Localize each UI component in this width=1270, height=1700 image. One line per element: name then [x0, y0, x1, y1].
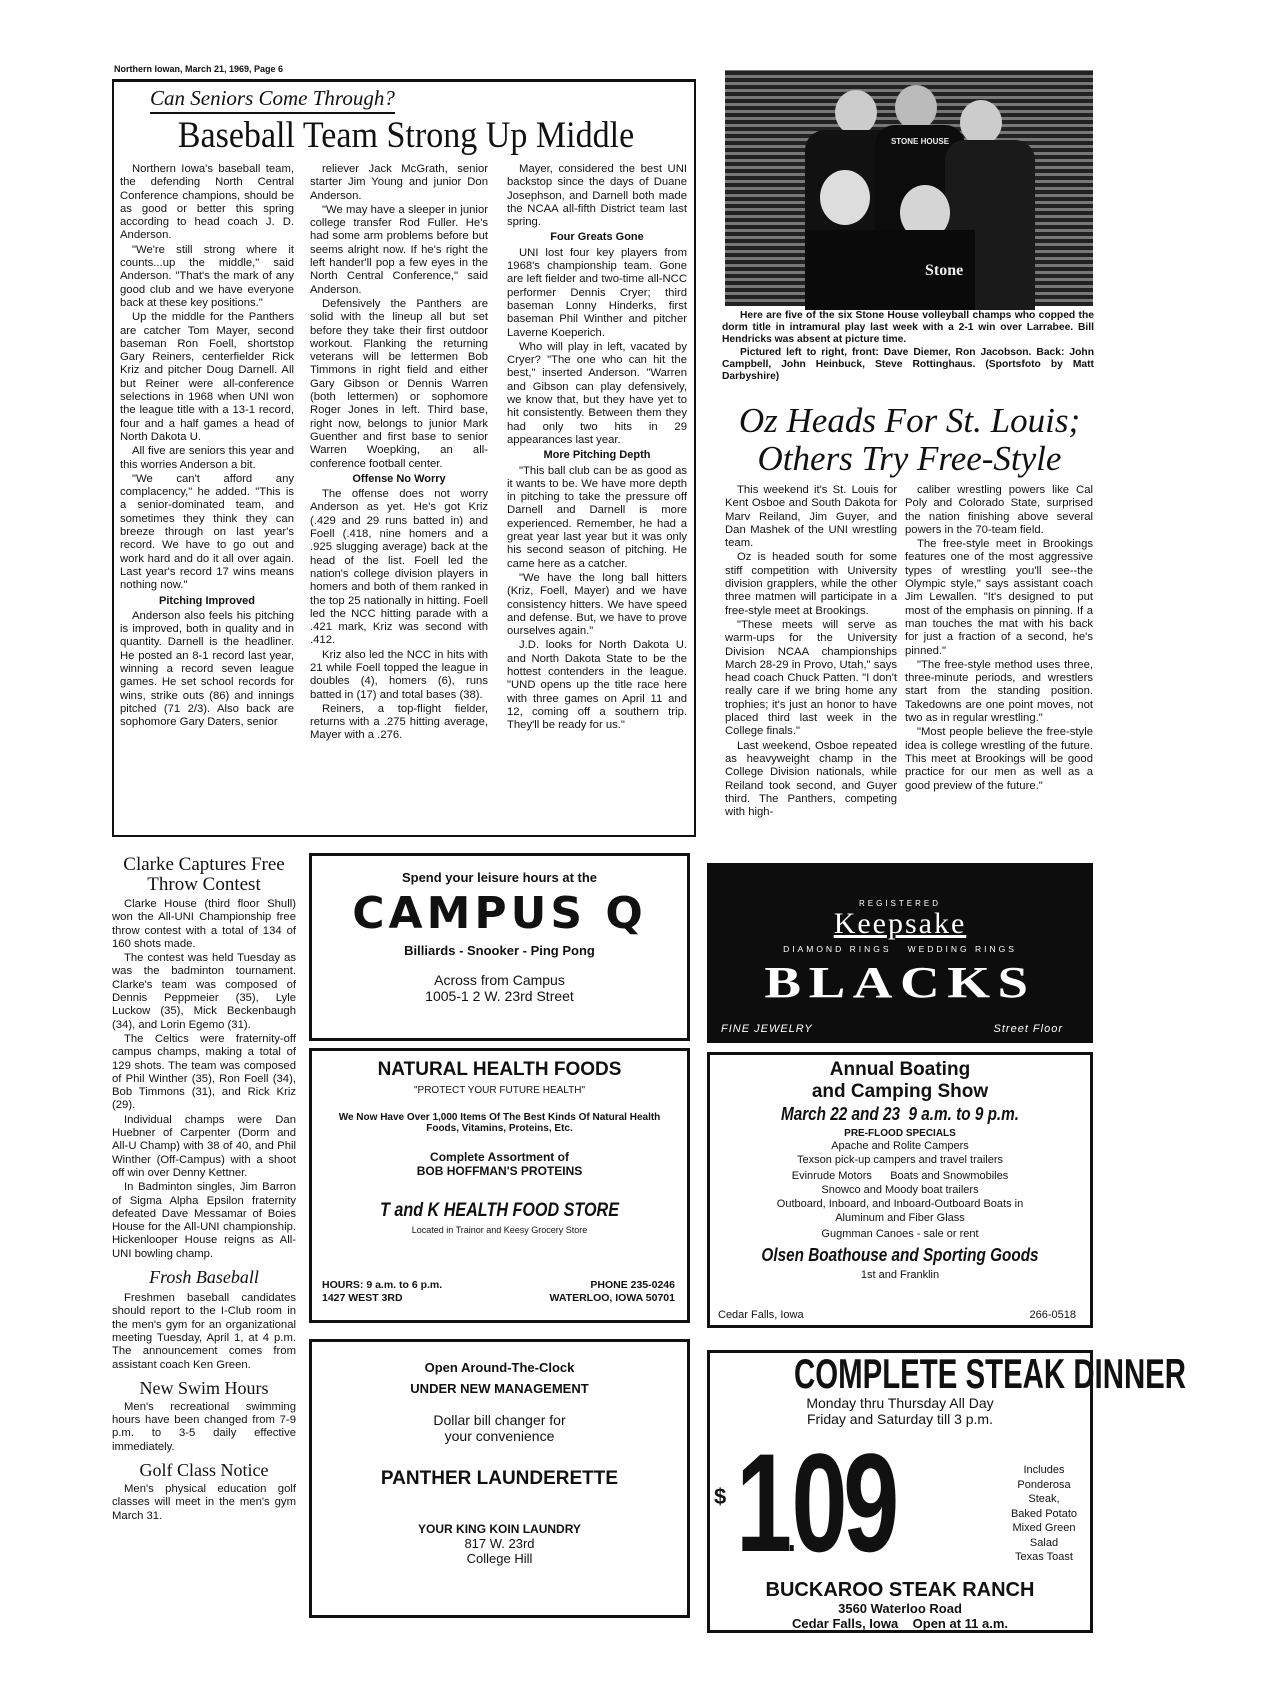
ad-line: YOUR KING KOIN LAUNDRY	[418, 1522, 581, 1536]
include-item: Mixed Green	[1012, 1522, 1076, 1534]
paragraph: The contest was held Tuesday as was the badminton tournament. Clarke's team was composed of Dennis Peppmeier (35), Lyle Luckow (35), Mick Beckenbaugh (34), and Lorin Egemo (31).	[112, 952, 296, 1031]
paragraph: reliever Jack McGrath, senior starter Jim Young and junior Don Anderson.	[310, 163, 488, 202]
paragraph: "We can't afford any complacency," he added. "This is a senior-dominated team, and sometimes they think they can breeze through on last year's record. We have to go out and work hard and do it all over again. Last year's record 17 wins means nothing now."	[120, 472, 294, 592]
ad-days-2: Friday and Saturday till 3 p.m.	[807, 1411, 993, 1427]
swim-story	[112, 1401, 296, 1454]
ad-store-name: BLACKS	[764, 958, 1036, 1007]
jersey-text: Stone	[925, 262, 964, 279]
baseball-column-1	[120, 163, 294, 730]
volleyball-team-photo	[725, 70, 1093, 306]
include-item: Includes	[1023, 1464, 1065, 1476]
paragraph: The free-style meet in Brookings features one of the most aggressive types of wrestling you'll see--the Olympic style," says assistant coach Jim Lewallen. "It's designed to put most of the emphasis on pinning. If a man touches the mat with his back for just a fraction of a second, he's pinned."	[905, 538, 1093, 657]
paragraph: "Most people believe the free-style idea is college wrestling of the future. This meet at Brookings will be good practice for our men as well as a good preview of the future."	[905, 726, 1093, 792]
paragraph: Anderson also feels his pitching is improved, both in quality and in quantity. Darnell is the headliner. He posted an 8-1 record last year, winning a record seven league games. He set school records for wins, strike outs (86) and innings pitched (71 2/3). Also back are sophomore Gary Daters, senior	[120, 609, 294, 729]
ad-line: Apache and Rolite Campers	[831, 1140, 969, 1152]
ad-location: College Hill	[466, 1551, 533, 1566]
paragraph: Last weekend, Osboe repeated as heavyweight champ in the College Division nationals, while Reiland took second, and Guyer third. The Panthers, competing with high-	[725, 739, 897, 819]
golf-headline: Golf Class Notice	[139, 1459, 269, 1480]
clarke-headline: Clarke Captures Free Throw Contest	[123, 854, 285, 895]
ad-motto: "PROTECT YOUR FUTURE HEALTH"	[413, 1085, 585, 1096]
ad-located: Located in Trainor and Keesy Grocery Store	[411, 1225, 588, 1235]
subheading: Pitching Improved	[159, 594, 255, 607]
keepsake-blacks-ad	[707, 863, 1093, 1043]
caption-paragraph: Here are five of the six Stone House volleyball champs who copped the dorm title in intramural play last week with a 2-1 win over Larrabee. Bill Hendricks was absent at picture time.	[722, 310, 1094, 346]
ad-title: COMPLETE STEAK DINNER	[794, 1350, 1187, 1397]
paragraph: Defensively the Panthers are solid with the lineup all but set before they take their first outdoor workout. Flanking the returning veterans will be lettermen Bob Timmons in right field and either Gary Gibson or Dennis Warren (both lettermen) or sophomore Roger Jones in left. Third base, right now, belongs to junior Mark Guenther and first base to senior Warren Woepking, an all-conference football center.	[310, 297, 488, 470]
ad-price: 1.09	[736, 1424, 895, 1581]
price-dollars: 1	[736, 1424, 788, 1581]
include-item: Steak,	[1028, 1493, 1060, 1505]
subheading: Offense No Worry	[352, 472, 446, 485]
ad-assortment: Complete Assortment of	[430, 1150, 569, 1164]
page-header: Northern Iowan, March 21, 1969, Page 6	[114, 64, 284, 74]
ad-line: Boats and Snowmobiles	[890, 1170, 1009, 1182]
golf-story	[112, 1483, 296, 1523]
frosh-headline: Frosh Baseball	[149, 1267, 259, 1288]
paragraph: In Badminton singles, Jim Barron of Sigma Alpha Epsilon fraternity defeated Dave Messamar of Boies House for the All-UNI championship. Hickenlooper House reigns as All-UNI bowling champ.	[112, 1181, 296, 1260]
ad-line: Outboard, Inboard, and Inboard-Outboard Boats in	[776, 1198, 1024, 1210]
clarke-story	[112, 898, 296, 1261]
paragraph: Who will play in left, vacated by Cryer? "The one who can hit the best," inserted Anderson. "Warren and Gibson can play defensively, we know that, but they have yet to hit consistently. Between them they had only two hits in 29 appearances last year.	[507, 340, 687, 446]
ad-brand: Keepsake	[833, 907, 967, 940]
paragraph: Oz is headed south for some stiff competition with University division grapplers, while the other three matmen will participate in a free-style meet at Brookings.	[725, 551, 897, 617]
wrestling-headline	[712, 402, 1107, 478]
ad-fine-jewelry: FINE JEWELRY	[721, 1023, 813, 1035]
paragraph: Kriz also led the NCC in hits with 21 while Foell topped the league in doubles (4), homers (6), runs batted in (17) and total bases (38).	[310, 648, 488, 701]
include-item: Ponderosa	[1017, 1478, 1071, 1491]
wrestling-headline-line2: Others Try Free-Style	[757, 439, 1062, 478]
briefs-column	[112, 855, 296, 1524]
ad-store-name: T and K HEALTH FOOD STORE	[380, 1200, 619, 1221]
ad-line: Open Around-The-Clock	[424, 1360, 575, 1375]
ad-dates: March 22 and 23 9 a.m. to 9 p.m.	[780, 1104, 1020, 1124]
ad-city: Cedar Falls, Iowa	[718, 1309, 804, 1321]
ad-description: We Now Have Over 1,000 Items Of The Best Kinds Of Natural Health Foods, Vitamins, Proteins, Etc.	[338, 1112, 661, 1134]
paragraph: "We have the long ball hitters (Kriz, Foell, Mayer) and we have consistency hitters. We have speed and defense. But, we have to prove ourselves again."	[507, 571, 687, 638]
ad-hours: HOURS: 9 a.m. to 6 p.m.	[322, 1279, 443, 1291]
paragraph: UNI lost four key players from 1968's championship team. Gone are left fielder and two-time all-NCC performer Dennis Cryer; third baseman Lonny Hinderks, first baseman Phil Winther and pitcher Laverne Koeperich.	[507, 246, 687, 339]
include-item: Texas Toast	[1015, 1551, 1073, 1563]
ad-city: WATERLOO, IOWA 50701	[549, 1292, 675, 1304]
paragraph: All five are seniors this year and this worries Anderson a bit.	[120, 445, 294, 471]
paragraph: "These meets will serve as warm-ups for the University Division NCAA championships March 28-29 in Provo, Utah," says head coach Chuck Patten. "I don't really care if we bring home any trophies; it's just an honor to have placed third last week in the College finals."	[725, 618, 897, 738]
ad-address: 817 W. 23rd	[464, 1536, 535, 1551]
paragraph: Reiners, a top-flight fielder, returns with a .275 hitting average, Mayer with a .276.	[310, 702, 488, 742]
swim-headline: New Swim Hours	[139, 1377, 269, 1398]
boating-show-ad	[707, 1052, 1093, 1328]
ad-tagline: Spend your leisure hours at the	[401, 870, 598, 885]
ad-line: Dollar bill changer for	[433, 1412, 566, 1428]
ad-business-name: CAMPUS Q	[352, 888, 647, 939]
price-cents: 09	[791, 1424, 895, 1581]
ad-proteins: BOB HOFFMAN'S PROTEINS	[416, 1164, 583, 1178]
ad-location: Across from Campus	[434, 972, 565, 988]
paragraph: "This ball club can be as good as it wants to be. We have more depth in pitching to take the pressure off Darnell and Darnell is more experienced. Remember, he had a great year last year but it was only his second season of pitching. He came here as a catcher.	[507, 464, 687, 570]
ad-phone: PHONE 235-0246	[590, 1279, 675, 1291]
subheading: Four Greats Gone	[550, 231, 644, 244]
paragraph: caliber wrestling powers like Cal Poly and Colorado State, surprised the nation finishing above several powers in the 70-team field.	[905, 484, 1093, 536]
ad-business-name: PANTHER LAUNDERETTE	[380, 1468, 619, 1489]
ad-line: your convenience	[444, 1428, 555, 1444]
ad-address: 1st and Franklin	[860, 1269, 940, 1281]
paragraph: This weekend it's St. Louis for Kent Osboe and South Dakota for Marv Reiland, Jim Guyer, and Dan Mashek of the UNI wrestling team.	[725, 484, 897, 550]
article-headline: Baseball Team Strong Up Middle	[177, 115, 635, 156]
ad-title-2: and Camping Show	[811, 1081, 989, 1102]
ad-phone: 266-0518	[1029, 1309, 1076, 1321]
article-kicker: Can Seniors Come Through?	[150, 86, 395, 114]
ad-line: Texson pick-up campers and travel trailers	[796, 1154, 1004, 1166]
ad-line: Evinrude Motors	[791, 1170, 872, 1182]
ad-games: Billiards - Snooker - Ping Pong	[404, 943, 595, 958]
ad-hours: Open at 11 a.m.	[912, 1616, 1009, 1631]
ad-title: NATURAL HEALTH FOODS	[377, 1059, 622, 1080]
caption-paragraph: Pictured left to right, front: Dave Diemer, Ron Jacobson. Back: John Campbell, John Heinbuck, Steve Rottinghaus. (Sportsfoto by Matt Darbyshire)	[722, 346, 1094, 383]
ad-address: 1005-1 2 W. 23rd Street	[425, 988, 574, 1004]
photo-caption	[722, 310, 1094, 383]
health-food-ad	[309, 1048, 690, 1323]
ad-line: Gugmman Canoes - sale or rent	[821, 1228, 979, 1240]
ad-rings: DIAMOND RINGS WEDDING RINGS	[783, 944, 1017, 954]
paragraph: "We may have a sleeper in junior college transfer Rod Fuller. He's had some arm problems before but seems alright now. If he's right the left hander'll pop a few eyes in the North Central Conference," said Anderson.	[310, 203, 488, 296]
baseball-column-3	[507, 163, 687, 733]
wrestling-column-1	[725, 484, 897, 820]
ad-specials: PRE-FLOOD SPECIALS	[844, 1128, 956, 1139]
paragraph: J.D. looks for North Dakota U. and North Dakota State to be the hottest contenders in the league. "UND opens up the title race here with three games on April 11 and 12, coming off a southern trip. They'll be ready for us."	[507, 639, 687, 732]
ad-days: Monday thru Thursday All Day	[806, 1395, 994, 1411]
ad-floor: Street Floor	[993, 1023, 1063, 1035]
paragraph: Individual champs were Dan Huebner of Carpenter (Dorm and All-U Champ) with 38 of 40, and Phil Winther (Off-Campus) with a shoot off win over Denny Kettner.	[112, 1113, 296, 1179]
frosh-story	[112, 1292, 296, 1372]
shirt-text: STONE HOUSE	[875, 125, 965, 305]
ad-business-name: BUCKAROO STEAK RANCH	[765, 1579, 1035, 1601]
ad-city: Cedar Falls, Iowa	[791, 1616, 899, 1631]
ad-includes	[1004, 1463, 1084, 1565]
ad-registered: REGISTERED	[858, 899, 941, 908]
ad-line: Aluminum and Fiber Glass	[835, 1212, 965, 1224]
steak-dinner-ad	[707, 1350, 1187, 1633]
subheading: More Pitching Depth	[543, 449, 651, 462]
wrestling-column-2	[905, 484, 1093, 794]
paragraph: The offense does not worry Anderson as yet. He's got Kriz (.429 and 29 runs batted in) and Foell (.418, nine homers and a .925 slugging average) back at the head of the list. Foell led the nation's college division players in homers and both of them ranked in the top 25 nationally in hitting. Foell led the NCC hitting parade with a .421 mark, Kriz was second with .412.	[310, 488, 488, 647]
paragraph: The Celtics were fraternity-off campus champs, making a total of 129 shots. The team was composed of Phil Winther (35), Ron Foell (34), Bob Timmons (31), and Rick Kriz (29).	[112, 1032, 296, 1112]
ad-address: 3560 Waterloo Road	[838, 1601, 962, 1616]
include-item: Salad	[1029, 1536, 1059, 1549]
baseball-column-2	[310, 163, 488, 744]
ad-dollar-sign: $	[714, 1484, 727, 1509]
ad-address: 1427 WEST 3RD	[322, 1292, 403, 1304]
include-item: Baked Potato	[1010, 1507, 1078, 1520]
ad-store-name: Olsen Boathouse and Sporting Goods	[761, 1245, 1039, 1265]
laundry-ad	[309, 1339, 690, 1618]
campus-q-ad	[309, 853, 690, 1041]
paragraph: "We're still strong where it counts...up the middle," said Anderson. "That's the mark of any good club and we have everyone back at these key positions."	[120, 243, 294, 309]
wrestling-headline-line1: Oz Heads For St. Louis;	[738, 401, 1081, 440]
ad-title: Annual Boating	[829, 1059, 971, 1080]
paragraph: "The free-style method uses three, three-minute periods, and wrestlers start from the standing position. Takedowns are one point moves, not two as in regular wrestling."	[905, 658, 1093, 725]
paragraph: Men's recreational swimming hours have been changed from 7-9 p.m. to 3-5 daily effective immediately.	[112, 1400, 296, 1453]
paragraph: Northern Iowa's baseball team, the defending North Central Conference champions, should be as good or better this spring according to head coach J. D. Anderson.	[120, 163, 294, 242]
paragraph: Up the middle for the Panthers are catcher Tom Mayer, second baseman Ron Foell, shortstop Gary Reiners, centerfielder Rick Kriz and pitcher Doug Darnell. All but Reiner were all-conference selections in 1968 when UNI won the league title with a 13-1 record, four and a half games a head of North Dakota U.	[120, 311, 294, 443]
paragraph: Freshmen baseball candidates should report to the I-Club room in the men's gym for an organizational meeting Tuesday, April 1, at 4 p.m. The announcement comes from assistant coach Ken Green.	[112, 1292, 296, 1371]
ad-line: Snowco and Moody boat trailers	[821, 1184, 979, 1196]
paragraph: Clarke House (third floor Shull) won the All-UNI Championship free throw contest with a total of 134 of 160 shots made.	[112, 898, 296, 950]
paragraph: Mayer, considered the best UNI backstop since the days of Duane Josephson, and Darnell both made the NCAA all-fifth District team last spring.	[507, 163, 687, 229]
paragraph: Men's physical education golf classes will meet in the men's gym March 31.	[112, 1482, 296, 1522]
ad-line: UNDER NEW MANAGEMENT	[410, 1381, 589, 1396]
